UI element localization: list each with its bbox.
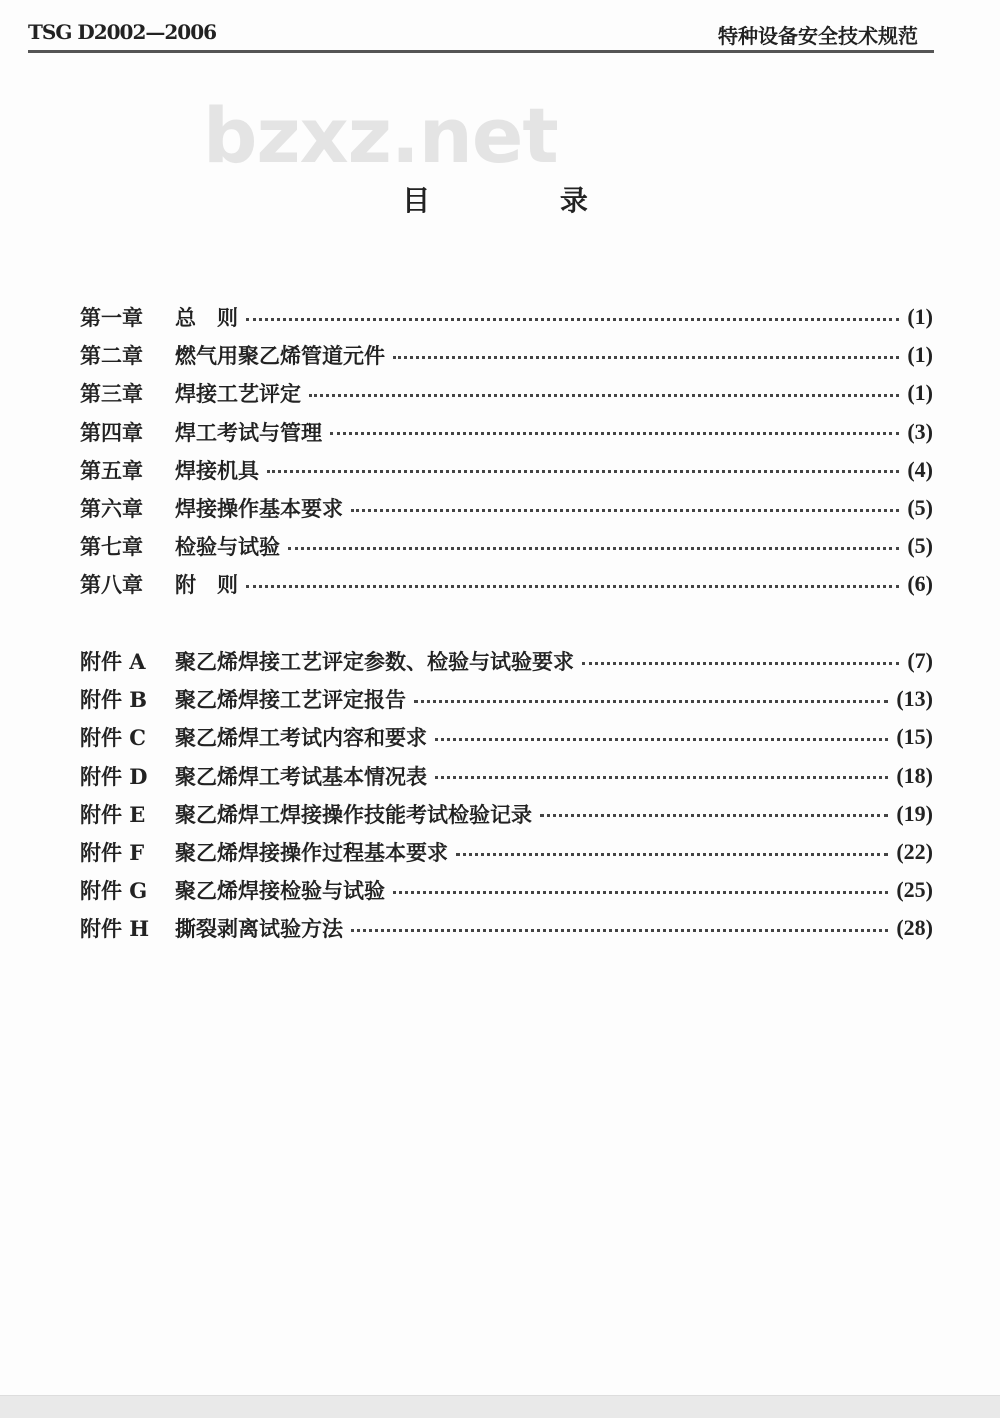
entry-label: 附件 B (80, 687, 148, 713)
entry-label: 第五章 (80, 457, 143, 483)
standard-number: TSG D2002—2006 (28, 20, 217, 44)
entry-title: 焊接机具 (175, 457, 259, 483)
entry-title: 聚乙烯焊工焊接操作技能考试检验记录 (175, 801, 532, 827)
toc-entry[interactable] (80, 642, 933, 680)
entry-label: 第六章 (80, 496, 143, 522)
toc-entry[interactable] (80, 451, 933, 489)
dot-leader (267, 470, 899, 473)
toc-entry[interactable] (80, 757, 933, 795)
dot-leader (435, 738, 888, 741)
entry-title: 聚乙烯焊工考试内容和要求 (175, 725, 427, 751)
entry-page: (1) (907, 380, 933, 406)
entry-page: (7) (907, 648, 933, 674)
entry-page: (25) (896, 877, 933, 903)
toc-entry[interactable] (80, 374, 933, 412)
toc-entry[interactable] (80, 909, 933, 947)
toc-entry[interactable] (80, 336, 933, 374)
entry-page: (19) (896, 800, 933, 826)
toc-entry[interactable] (80, 680, 933, 718)
entry-label: 第二章 (80, 343, 143, 369)
entry-page: (18) (896, 762, 933, 788)
entry-label: 附件 D (80, 763, 148, 789)
entry-page: (13) (896, 686, 933, 712)
page-title: 目 录 (402, 184, 648, 217)
entry-page: (5) (907, 533, 933, 559)
entry-page: (15) (896, 724, 933, 750)
entry-title: 聚乙烯焊接操作过程基本要求 (175, 840, 448, 866)
toc-entry[interactable] (80, 298, 933, 336)
entry-page: (6) (907, 571, 933, 597)
entry-title: 聚乙烯焊工考试基本情况表 (175, 763, 427, 789)
running-header (28, 14, 934, 53)
entry-page: (3) (907, 418, 933, 444)
entry-label: 附件 C (80, 725, 147, 751)
toc-entry[interactable] (80, 565, 933, 603)
dot-leader (351, 509, 899, 512)
toc-chapters (80, 298, 933, 604)
entry-label: 附件 G (80, 878, 148, 904)
dot-leader (246, 318, 899, 321)
dot-leader (246, 585, 899, 588)
entry-label: 附件 F (80, 840, 145, 866)
dot-leader (393, 891, 888, 894)
entry-title: 附 则 (175, 572, 238, 598)
entry-label: 附件 E (80, 801, 146, 827)
bottom-bar (0, 1395, 1000, 1418)
entry-label: 第四章 (80, 419, 143, 445)
dot-leader (414, 700, 888, 703)
toc-entry[interactable] (80, 833, 933, 871)
dot-leader (540, 814, 888, 817)
entry-page: (4) (907, 456, 933, 482)
dot-leader (435, 776, 888, 779)
toc-entry[interactable] (80, 413, 933, 451)
dot-leader (309, 394, 899, 397)
entry-label: 第七章 (80, 534, 143, 560)
entry-title: 总 则 (175, 305, 238, 331)
entry-label: 第一章 (80, 305, 143, 331)
entry-title: 焊接操作基本要求 (175, 496, 343, 522)
dot-leader (351, 929, 888, 932)
entry-title: 聚乙烯焊接检验与试验 (175, 878, 385, 904)
entry-label: 附件 H (80, 916, 150, 942)
entry-page: (5) (907, 495, 933, 521)
dot-leader (288, 547, 899, 550)
toc-entry[interactable] (80, 489, 933, 527)
dot-leader (582, 662, 899, 665)
entry-page: (22) (896, 839, 933, 865)
toc-entry[interactable] (80, 871, 933, 909)
entry-page: (1) (907, 304, 933, 330)
entry-title: 燃气用聚乙烯管道元件 (175, 343, 385, 369)
entry-title: 检验与试验 (175, 534, 280, 560)
entry-page: (1) (907, 342, 933, 368)
toc-appendices (80, 642, 933, 948)
toc-entry[interactable] (80, 527, 933, 565)
entry-title: 聚乙烯焊接工艺评定报告 (175, 687, 406, 713)
entry-label: 第八章 (80, 572, 143, 598)
dot-leader (393, 356, 899, 359)
entry-title: 聚乙烯焊接工艺评定参数、检验与试验要求 (175, 649, 574, 675)
entry-label: 第三章 (80, 381, 143, 407)
watermark: bzxz.net (203, 91, 558, 180)
entry-label: 附件 A (80, 649, 146, 675)
entry-title: 撕裂剥离试验方法 (175, 916, 343, 942)
dot-leader (456, 853, 888, 856)
dot-leader (330, 432, 899, 435)
entry-page: (28) (896, 915, 933, 941)
toc-entry[interactable] (80, 718, 933, 756)
entry-title: 焊接工艺评定 (175, 381, 301, 407)
toc-entry[interactable] (80, 795, 933, 833)
entry-title: 焊工考试与管理 (175, 419, 322, 445)
series-title: 特种设备安全技术规范 (718, 24, 918, 48)
